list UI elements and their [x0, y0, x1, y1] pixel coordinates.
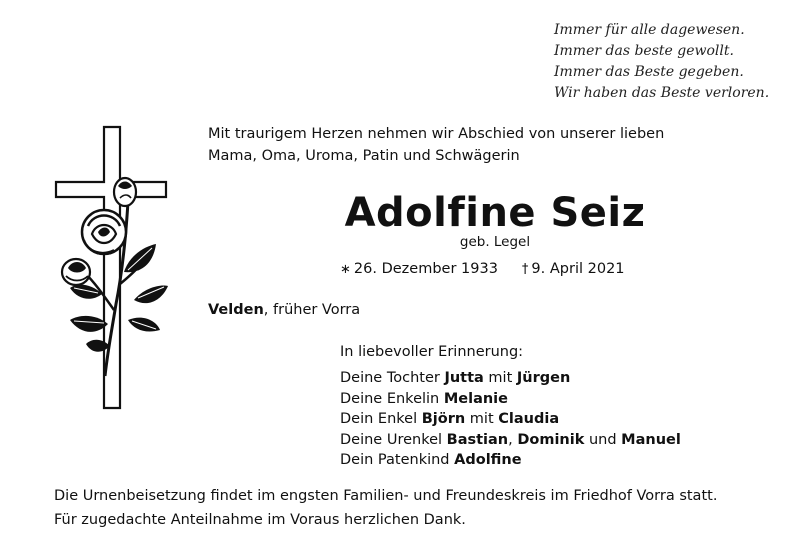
family-name: Björn — [421, 411, 466, 427]
family-relation: Deine Tochter — [340, 370, 445, 386]
family-name: Melanie — [443, 390, 508, 407]
family-name: Adolfine — [454, 452, 522, 468]
death-symbol: † — [521, 262, 529, 277]
family-joiner: mit — [465, 411, 499, 427]
family-joiner: , — [508, 431, 518, 448]
intro-text — [208, 123, 768, 167]
intro-line: Mama, Oma, Uroma, Patin und Schwägerin — [208, 148, 520, 164]
family-relation: Dein Enkel — [340, 411, 422, 427]
family-relation: Dein Patenkind — [340, 452, 455, 468]
poem-line: Wir haben das Beste verloren. — [554, 85, 770, 101]
family-row — [340, 409, 681, 430]
residence-town: Velden — [208, 302, 264, 318]
birth-date: 26. Dezember 1933 — [353, 261, 498, 277]
residence-rest: , früher Vorra — [263, 302, 361, 318]
family-name: Claudia — [498, 411, 560, 427]
family-name: Manuel — [621, 431, 681, 448]
family-relation: Deine Enkelin — [340, 390, 444, 407]
family-row — [340, 368, 681, 389]
family-name: Dominik — [517, 431, 585, 448]
birth-symbol: ∗ — [340, 262, 351, 277]
residence — [208, 299, 360, 321]
family-list — [340, 368, 681, 471]
family-row — [340, 430, 681, 451]
footer-line: Für zugedachte Anteilnahme im Voraus herzlichen Dank. — [54, 512, 466, 528]
family-relation: Deine Urenkel — [340, 431, 447, 448]
intro-line: Mit traurigem Herzen nehmen wir Abschied von unserer lieben — [208, 126, 665, 142]
family-name: Jutta — [444, 370, 484, 386]
family-name: Bastian — [446, 431, 509, 448]
cross-with-roses-icon — [48, 124, 178, 414]
deceased-name: Adolfine Seiz — [344, 190, 646, 236]
poem — [554, 20, 794, 104]
family-row — [340, 389, 681, 410]
family-name: Jürgen — [516, 370, 571, 386]
family-joiner: mit — [483, 370, 517, 386]
poem-line: Immer das beste gewollt. — [554, 43, 734, 59]
footer-text — [54, 484, 794, 532]
memory-line: In liebevoller Erinnerung: — [340, 344, 524, 360]
footer-line: Die Urnenbeisetzung findet im engsten Familien- und Freundeskreis im Friedhof Vorra statt. — [54, 488, 718, 504]
birth-name: geb. Legel — [459, 234, 531, 250]
poem-line: Immer für alle dagewesen. — [554, 22, 745, 38]
family-joiner: und — [584, 431, 622, 448]
life-dates — [340, 258, 660, 281]
family-row — [340, 450, 681, 471]
poem-line: Immer das Beste gegeben. — [554, 64, 744, 80]
death-date: 9. April 2021 — [531, 261, 625, 277]
